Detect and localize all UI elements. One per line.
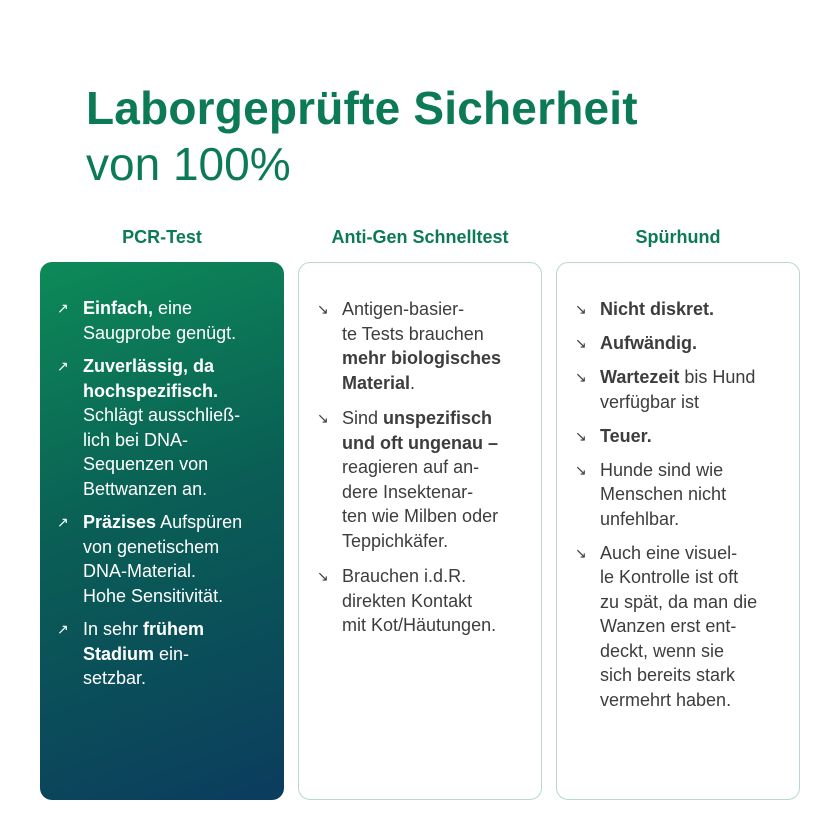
arrow-down-right-icon: ↘: [317, 410, 329, 426]
item-text: ten wie Milben oder: [342, 506, 499, 526]
item-text: setzbar.: [83, 668, 147, 688]
list-item: [557, 541, 799, 713]
item-line: [600, 331, 799, 356]
item-line: [342, 504, 541, 529]
item-line: [600, 614, 799, 639]
arrow-down-right-icon: ↘: [575, 301, 587, 317]
item-line: [600, 365, 799, 390]
item-text-bold: Material: [342, 372, 411, 393]
list-item: [40, 296, 284, 345]
item-text: deckt, wenn sie: [600, 640, 725, 661]
list-item: [299, 564, 541, 638]
item-text: dere Insektenar-: [342, 481, 474, 502]
list-item: [557, 424, 799, 449]
item-text-bold: Teuer.: [600, 425, 652, 446]
item-text-bold: Zuverlässig, da: [83, 356, 215, 376]
item-text: te Tests brauchen: [342, 323, 484, 344]
item-line: [83, 428, 284, 453]
item-text-bold: unspezifisch: [383, 408, 493, 428]
arrow-down-right-icon: ↘: [575, 461, 587, 478]
item-line: [342, 613, 541, 638]
list-item: [557, 331, 799, 356]
page-subtitle: von 100%: [86, 138, 291, 190]
item-line: [83, 403, 284, 428]
item-line: [342, 564, 541, 589]
item-line: [83, 354, 284, 379]
arrow-up-right-icon: ↗: [57, 514, 69, 530]
list-item: [557, 458, 799, 532]
arrow-down-right-icon: ↘: [575, 369, 587, 385]
item-text: Wanzen erst ent-: [600, 616, 737, 636]
antigen-test-list: [299, 297, 541, 649]
item-text: bis Hund: [679, 367, 756, 387]
item-line: [83, 296, 284, 321]
item-line: [600, 482, 799, 507]
arrow-down-right-icon: ↘: [575, 335, 587, 351]
arrow-up-right-icon: ↗: [57, 358, 69, 374]
item-line: [83, 617, 284, 642]
item-text: reagieren auf an-: [342, 457, 480, 477]
item-line: [342, 529, 541, 554]
item-text: Brauchen i.d.R.: [342, 566, 467, 586]
item-line: [83, 321, 284, 346]
item-line: [83, 584, 284, 609]
item-line: [83, 452, 284, 477]
item-text: .: [410, 372, 416, 393]
item-text-bold: Präzises: [83, 512, 157, 532]
item-text-bold: Aufwändig.: [600, 333, 697, 353]
item-text: direkten Kontakt: [342, 590, 473, 611]
item-line: [342, 480, 541, 505]
list-item: [557, 365, 799, 414]
item-text-bold: Wartezeit: [600, 367, 680, 387]
item-text: mit Kot/Häutungen.: [342, 615, 497, 635]
item-text: vermehrt haben.: [600, 689, 732, 710]
pcr-test-list: [40, 296, 284, 700]
item-text: Bettwanzen an.: [83, 478, 208, 499]
item-text: eine: [153, 298, 193, 318]
item-text: sich bereits stark: [600, 665, 736, 685]
item-line: [83, 379, 284, 404]
item-text: Saugprobe genügt.: [83, 322, 237, 343]
item-line: [600, 639, 799, 664]
item-line: [342, 431, 541, 456]
item-text-bold: Einfach,: [83, 298, 154, 318]
arrow-down-right-icon: ↘: [575, 544, 587, 561]
column-heading-pcr-test: PCR-Test: [122, 227, 202, 247]
list-item: [40, 510, 284, 608]
item-text: verfügbar ist: [600, 391, 700, 412]
arrow-up-right-icon: ↗: [57, 300, 69, 316]
item-text: Antigen-basier-: [342, 299, 465, 319]
item-line: [342, 297, 541, 322]
item-text: Teppichkäfer.: [342, 530, 449, 551]
item-text: Schlägt ausschließ-: [83, 405, 241, 425]
column-heading-spuerhund: Spürhund: [635, 227, 721, 247]
item-line: [342, 589, 541, 614]
item-text: zu spät, da man die: [600, 591, 758, 612]
item-text: Sind: [342, 408, 384, 428]
item-line: [600, 390, 799, 415]
item-line: [600, 424, 799, 449]
item-line: [600, 590, 799, 615]
list-item: [299, 297, 541, 395]
item-text: Hohe Sensitivität.: [83, 585, 224, 606]
item-line: [342, 406, 541, 431]
item-text: DNA-Material.: [83, 561, 197, 581]
item-line: [600, 541, 799, 566]
pcr-test-card: [40, 262, 284, 800]
item-line: [83, 666, 284, 691]
item-text-bold: Stadium: [83, 643, 155, 664]
arrow-down-right-icon: ↘: [317, 301, 329, 317]
item-text: Menschen nicht: [600, 484, 727, 504]
item-line: [342, 346, 541, 371]
arrow-down-right-icon: ↘: [575, 427, 587, 444]
item-line: [342, 371, 541, 396]
arrow-down-right-icon: ↘: [317, 568, 329, 584]
list-item: [40, 617, 284, 691]
item-text: lich bei DNA-: [83, 429, 189, 450]
item-line: [600, 297, 799, 322]
item-line: [83, 642, 284, 667]
item-text: le Kontrolle ist oft: [600, 567, 739, 587]
item-line: [342, 455, 541, 480]
item-text: Sequenzen von: [83, 454, 209, 474]
item-text: In sehr: [83, 619, 144, 639]
item-line: [600, 688, 799, 713]
spuerhund-list: [557, 297, 799, 722]
item-text: Auch eine visuel-: [600, 542, 738, 563]
item-line: [600, 565, 799, 590]
list-item: [40, 354, 284, 501]
spuerhund-card: [556, 262, 800, 800]
item-line: [600, 458, 799, 483]
item-line: [600, 507, 799, 532]
item-text-bold: mehr biologisches: [342, 348, 502, 368]
item-text: von genetischem: [83, 536, 220, 557]
item-line: [342, 322, 541, 347]
item-line: [600, 663, 799, 688]
list-item: [299, 406, 541, 553]
item-text-bold: Nicht diskret.: [600, 299, 715, 319]
item-line: [83, 559, 284, 584]
item-text: Aufspüren: [156, 512, 243, 532]
item-text: unfehlbar.: [600, 508, 680, 529]
column-heading-antigen-test: Anti-Gen Schnelltest: [331, 227, 509, 247]
item-text-bold: hochspezifisch.: [83, 380, 219, 401]
item-line: [83, 535, 284, 560]
antigen-test-card: [298, 262, 542, 800]
arrow-up-right-icon: ↗: [57, 621, 69, 637]
list-item: [557, 297, 799, 322]
item-text-bold: und oft ungenau –: [342, 432, 498, 453]
page-title: Laborgeprüfte Sicherheit: [86, 82, 638, 134]
item-line: [83, 510, 284, 535]
item-text-bold: frühem: [143, 619, 205, 639]
item-text: ein-: [154, 643, 190, 664]
item-line: [83, 477, 284, 502]
item-text: Hunde sind wie: [600, 459, 724, 480]
